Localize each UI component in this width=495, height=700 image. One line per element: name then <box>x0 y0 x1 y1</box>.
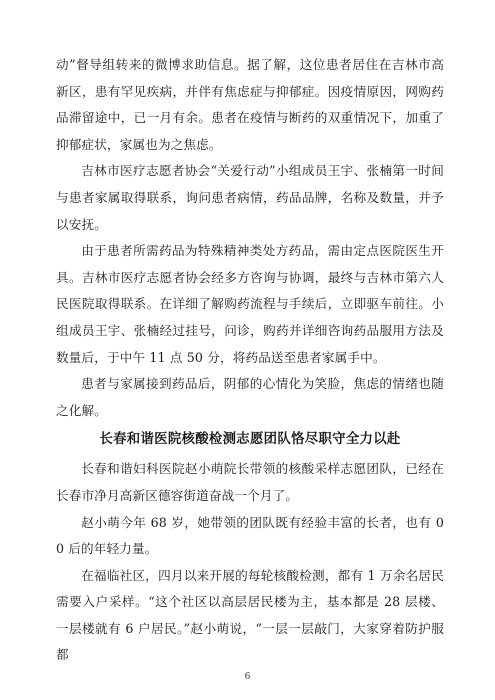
paragraph-3: 由于患者所需药品为特殊精神类处方药品，需由定点医院医生开具。吉林市医疗志愿者协会经多方咨询与协调，最终与吉林市第六人民医院取得联系。在详细了解购药流程与手续后，立即驱车前往。小组成员王宇、张楠经过挂号，问诊，购药并详细咨询药品服用方法及数量后，于中午 11 点 50 分，将药品送至患者家属手中。 <box>56 243 444 365</box>
paragraph-2: 吉林市医疗志愿者协会“关爱行动”小组成员王宇、张楠第一时间与患者家属取得联系，询问患者病情，药品品牌，名称及数量，并予以安抚。 <box>56 163 444 232</box>
paragraph-7: 在福临社区，四月以来开展的每轮核酸检测，都有 1 万余名居民需要入户采样。“这个社区以高层居民楼为主，基本都是 28 层楼、一层楼就有 6 户居民。”赵小萌说，“一层一层敲门，大家穿着防护服都 <box>56 567 444 663</box>
page-number: 6 <box>244 672 251 682</box>
document-body <box>56 52 444 669</box>
paragraph-4: 患者与家属接到药品后，阴郁的心情化为笑脸，焦虑的情绪也随之化解。 <box>56 376 444 418</box>
paragraph-5: 长春和谐妇科医院赵小萌院长带领的核酸采样志愿团队，已经在长春市净月高新区德容街道奋战一个月了。 <box>56 461 444 503</box>
paragraph-6: 赵小萌今年 68 岁，她带领的团队既有经验丰富的长者，也有 00 后的年轻力量。 <box>56 514 444 557</box>
paragraph-1: 动”督导组转来的微博求助信息。据了解，这位患者居住在吉林市高新区，患有罕见疾病，并伴有焦虑症与抑郁症。因疫情原因，网购药品滞留途中，已一月有余。患者在疫情与断药的双重情况下，加重了抑郁症状，家属也为之焦虑。 <box>56 57 444 152</box>
section-heading: 长春和谐医院核酸检测志愿团队恪尽职守全力以赴 <box>99 432 401 448</box>
